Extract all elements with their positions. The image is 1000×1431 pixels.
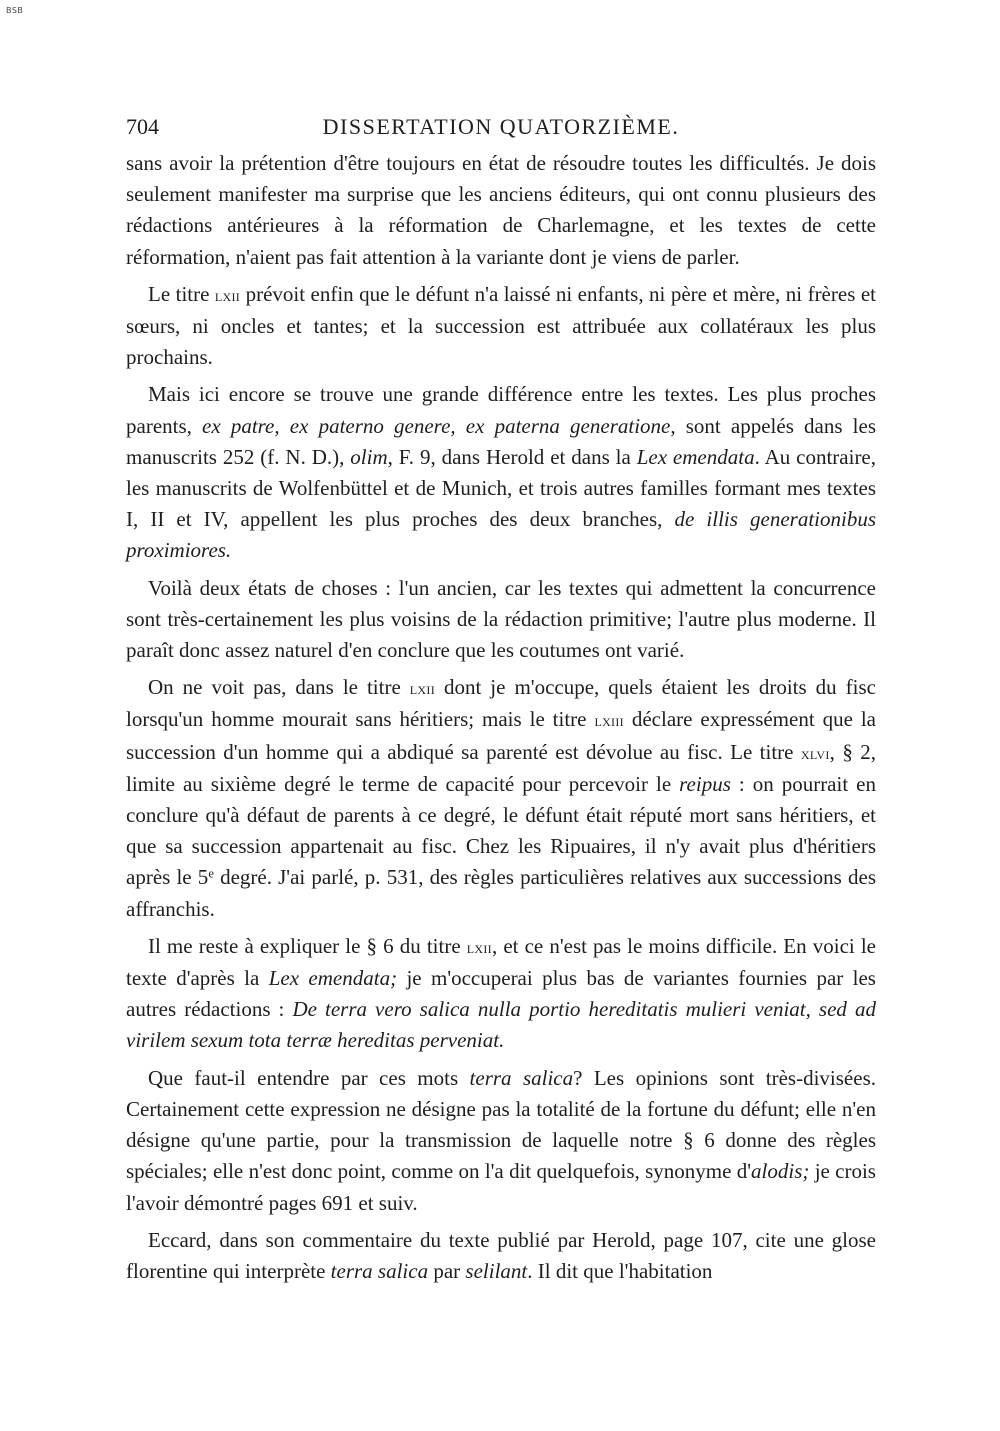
- page-body: [126, 148, 876, 1287]
- latin-term: olim: [350, 444, 388, 469]
- latin-quote: ex patre, ex paterno genere, ex paterna generatione: [202, 413, 671, 438]
- latin-term: terra salica: [469, 1065, 574, 1090]
- text-run: , F. 9, dans Herold et dans la: [387, 444, 637, 469]
- paragraph: [126, 279, 876, 374]
- page-number: 704: [126, 114, 159, 139]
- text-run: prévoit enfin que le défunt n'a laissé ni enfants, ni père et mère, ni frères et sœurs, ni oncles et tantes; et la succession est attribuée aux collatéraux les plus prochains.: [126, 281, 876, 370]
- library-stamp: BSB: [6, 6, 24, 15]
- latin-term: reipus: [679, 771, 731, 796]
- paragraph: [126, 1225, 876, 1287]
- text-run: On ne voit pas, dans le titre: [148, 675, 410, 700]
- text-run: ? Les opinions sont très-divisées. Certainement cette expression ne désigne pas la totalité de la fortune du défunt; elle n'en désigne qu'une partie, pour la transmission de laquelle notre § 6 donne des règles spéciales; elle n'est donc point, comme on l'a dit quelquefois, synonyme d': [126, 1065, 876, 1184]
- page-header: [126, 112, 876, 148]
- gloss-term: selilant: [465, 1258, 528, 1283]
- title-numeral: lxiii: [594, 711, 624, 731]
- text-run: Il me reste à expliquer le § 6 du titre: [148, 933, 467, 958]
- latin-term: terra salica: [330, 1258, 429, 1283]
- text-run: sans avoir la prétention d'être toujours en état de résoudre toutes les difficultés. Je dois seulement manifester ma surprise que les anciens éditeurs, qui ont connu plusieurs des rédactions antérieures à la réformation de Charlemagne, et les textes de cette réformation, n'aient pas fait attention à la variante dont je viens de parler.: [126, 151, 876, 269]
- latin-quote: De terra vero salica nulla portio hereditatis mulieri veniat, sed ad virilem sexum tota terræ hereditas perveniat.: [126, 997, 876, 1053]
- paragraph: [126, 379, 876, 566]
- text-run: , et ce n'est pas le moins difficile. En voici le texte d'après la: [126, 933, 876, 991]
- book-page: [126, 112, 876, 1293]
- text-run: , § 2, limite au sixième degré le terme de capacité pour percevoir le: [126, 739, 876, 796]
- text-run: Mais ici encore se trouve une grande différence entre les textes. Les plus proches parents,: [126, 382, 876, 438]
- text-run: Voilà deux états de choses : l'un ancien, car les textes qui admettent la concurrence sont très-certainement les plus voisins de la rédaction primitive; l'autre plus moderne. Il paraît donc assez naturel d'en conclure que les coutumes ont varié.: [126, 575, 876, 663]
- work-title: Lex emendata;: [268, 966, 398, 991]
- text-run: Le titre: [148, 281, 215, 306]
- paragraph: [126, 931, 876, 1057]
- text-run: par: [428, 1258, 466, 1283]
- text-run: déclare expressément que la succession d'un homme qui a abdiqué sa parenté est dévolue au fisc. Le titre: [126, 707, 876, 764]
- text-run: degré. J'ai parlé, p. 531, des règles particulières relatives aux successions des affranchis.: [126, 865, 877, 921]
- text-run: , sont appelés dans les manuscrits 252 (f. N. D.),: [126, 413, 876, 469]
- work-title: Lex emendata: [636, 444, 755, 469]
- paragraph-continuation: [126, 148, 876, 273]
- latin-quote: de illis generationibus proximiores.: [126, 507, 877, 563]
- superscript: e: [208, 867, 214, 882]
- text-run: Eccard, dans son commentaire du texte publié par Herold, page 107, cite une glose florentine qui interprète: [126, 1227, 876, 1283]
- text-run: . Au contraire, les manuscrits de Wolfenbüttel et de Munich, et trois autres familles formant mes textes I, II et IV, appellent les plus proches des deux branches,: [126, 444, 877, 532]
- paragraph: [126, 573, 876, 667]
- latin-term: alodis;: [751, 1159, 810, 1184]
- running-title: DISSERTATION QUATORZIÈME.: [322, 114, 680, 139]
- text-run: dont je m'occupe, quels étaient les droits du fisc lorsqu'un homme mourait sans héritiers; mais le titre: [126, 675, 876, 732]
- title-numeral: lxii: [466, 937, 492, 957]
- title-numeral: lxii: [214, 285, 241, 305]
- title-numeral: lxii: [409, 679, 435, 699]
- title-numeral: xlvi: [800, 743, 830, 763]
- paragraph: [126, 672, 876, 925]
- text-run: : on pourrait en conclure qu'à défaut de parents à ce degré, le défunt était réputé mort sans héritiers, et que sa succession appartenait au fisc. Chez les Ripuaires, il n'y avait plus d'héritiers après le 5: [126, 771, 876, 890]
- text-run: je crois l'avoir démontré pages 691 et suiv.: [126, 1159, 876, 1215]
- text-run: . Il dit que l'habitation: [527, 1258, 713, 1283]
- paragraph: [126, 1063, 876, 1219]
- text-run: je m'occuperai plus bas de variantes fournies par les autres rédactions :: [126, 966, 876, 1022]
- text-run: Que faut-il entendre par ces mots: [148, 1065, 470, 1090]
